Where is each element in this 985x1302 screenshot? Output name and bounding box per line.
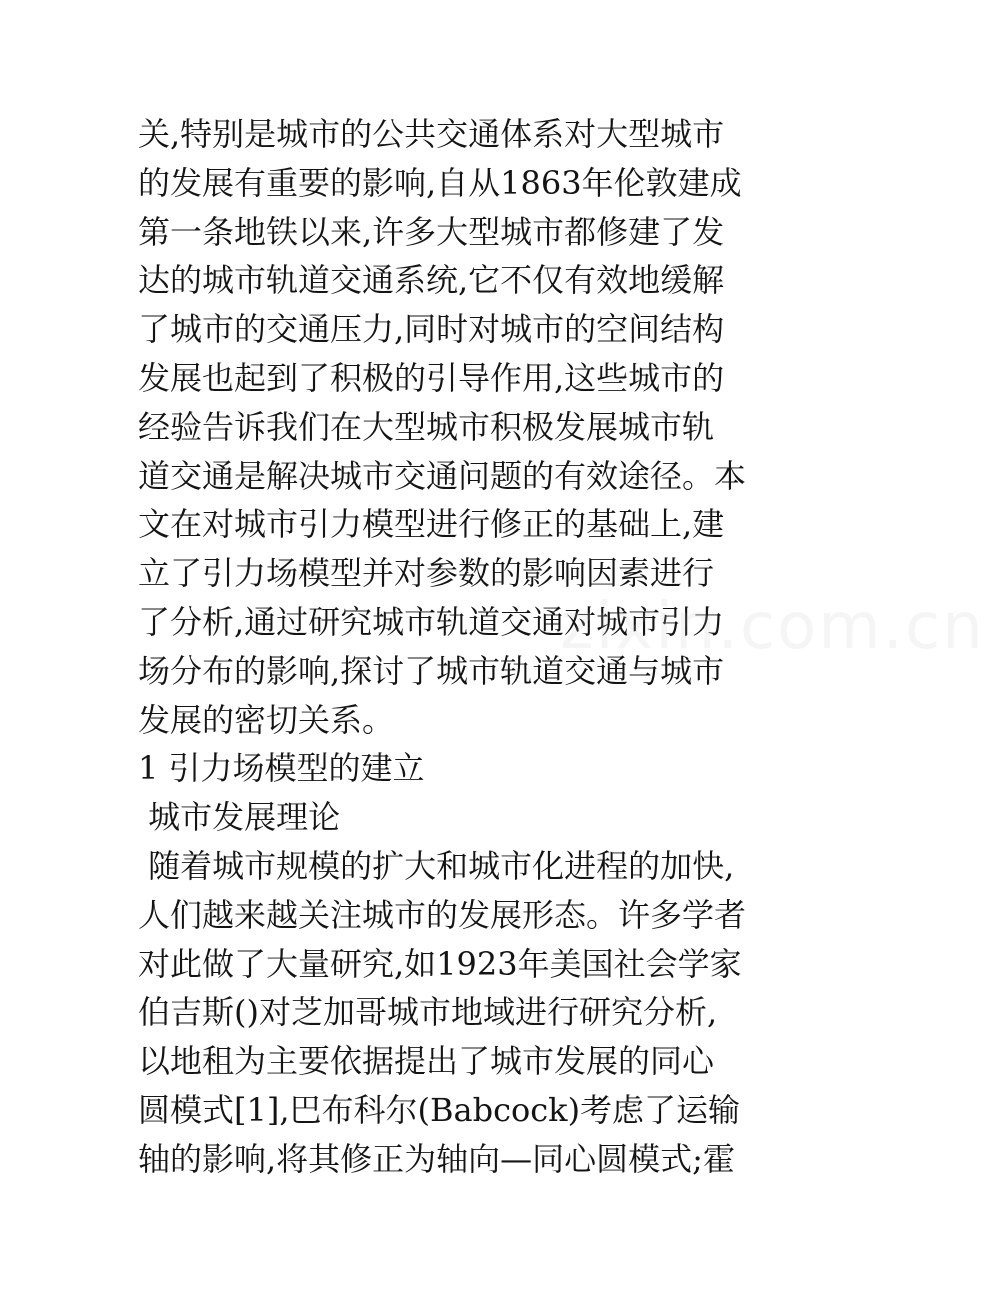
text-line: 人们越来越关注城市的发展形态。许多学者 (138, 895, 747, 934)
text-line: 的发展有重要的影响,自从1863年伦敦建成 (138, 163, 742, 202)
text-line: 第一条地铁以来,许多大型城市都修建了发 (138, 212, 725, 251)
section-heading: 1 引力场模型的建立 (138, 749, 425, 788)
text-line: 道交通是解决城市交通问题的有效途径。本 (138, 456, 747, 495)
subsection-heading: 城市发展理论 (138, 798, 341, 837)
text-line: 发展的密切关系。 (138, 700, 395, 739)
watermark: zixin.com.cn (560, 590, 985, 664)
text-line: 轴的影响,将其修正为轴向—同心圆模式;霍 (138, 1139, 735, 1178)
text-line: 关,特别是城市的公共交通体系对大型城市 (138, 115, 725, 153)
text-line: 立了引力场模型并对参数的影响因素进行 (138, 554, 715, 593)
text-line: 了城市的交通压力,同时对城市的空间结构 (138, 310, 725, 349)
text-line: 场分布的影响,探讨了城市轨道交通与城市 (138, 651, 725, 690)
text-line: 文在对城市引力模型进行修正的基础上,建 (138, 505, 725, 544)
text-line: 对此做了大量研究,如1923年美国社会学家 (138, 944, 742, 983)
text-line: 达的城市轨道交通系统,它不仅有效地缓解 (138, 261, 725, 300)
text-line: 圆模式[1],巴布科尔(Babcock)考虑了运输 (138, 1090, 741, 1129)
text-line: 以地租为主要依据提出了城市发展的同心 (138, 1042, 715, 1081)
text-line: 伯吉斯()对芝加哥城市地域进行研究分析, (138, 993, 718, 1032)
text-line: 随着城市规模的扩大和城市化进程的加快, (138, 846, 735, 885)
body-text (138, 110, 818, 1184)
text-line: 发展也起到了积极的引导作用,这些城市的 (138, 358, 725, 397)
text-line: 了分析,通过研究城市轨道交通对城市引力 (138, 602, 725, 641)
text-line: 经验告诉我们在大型城市积极发展城市轨 (138, 407, 715, 446)
